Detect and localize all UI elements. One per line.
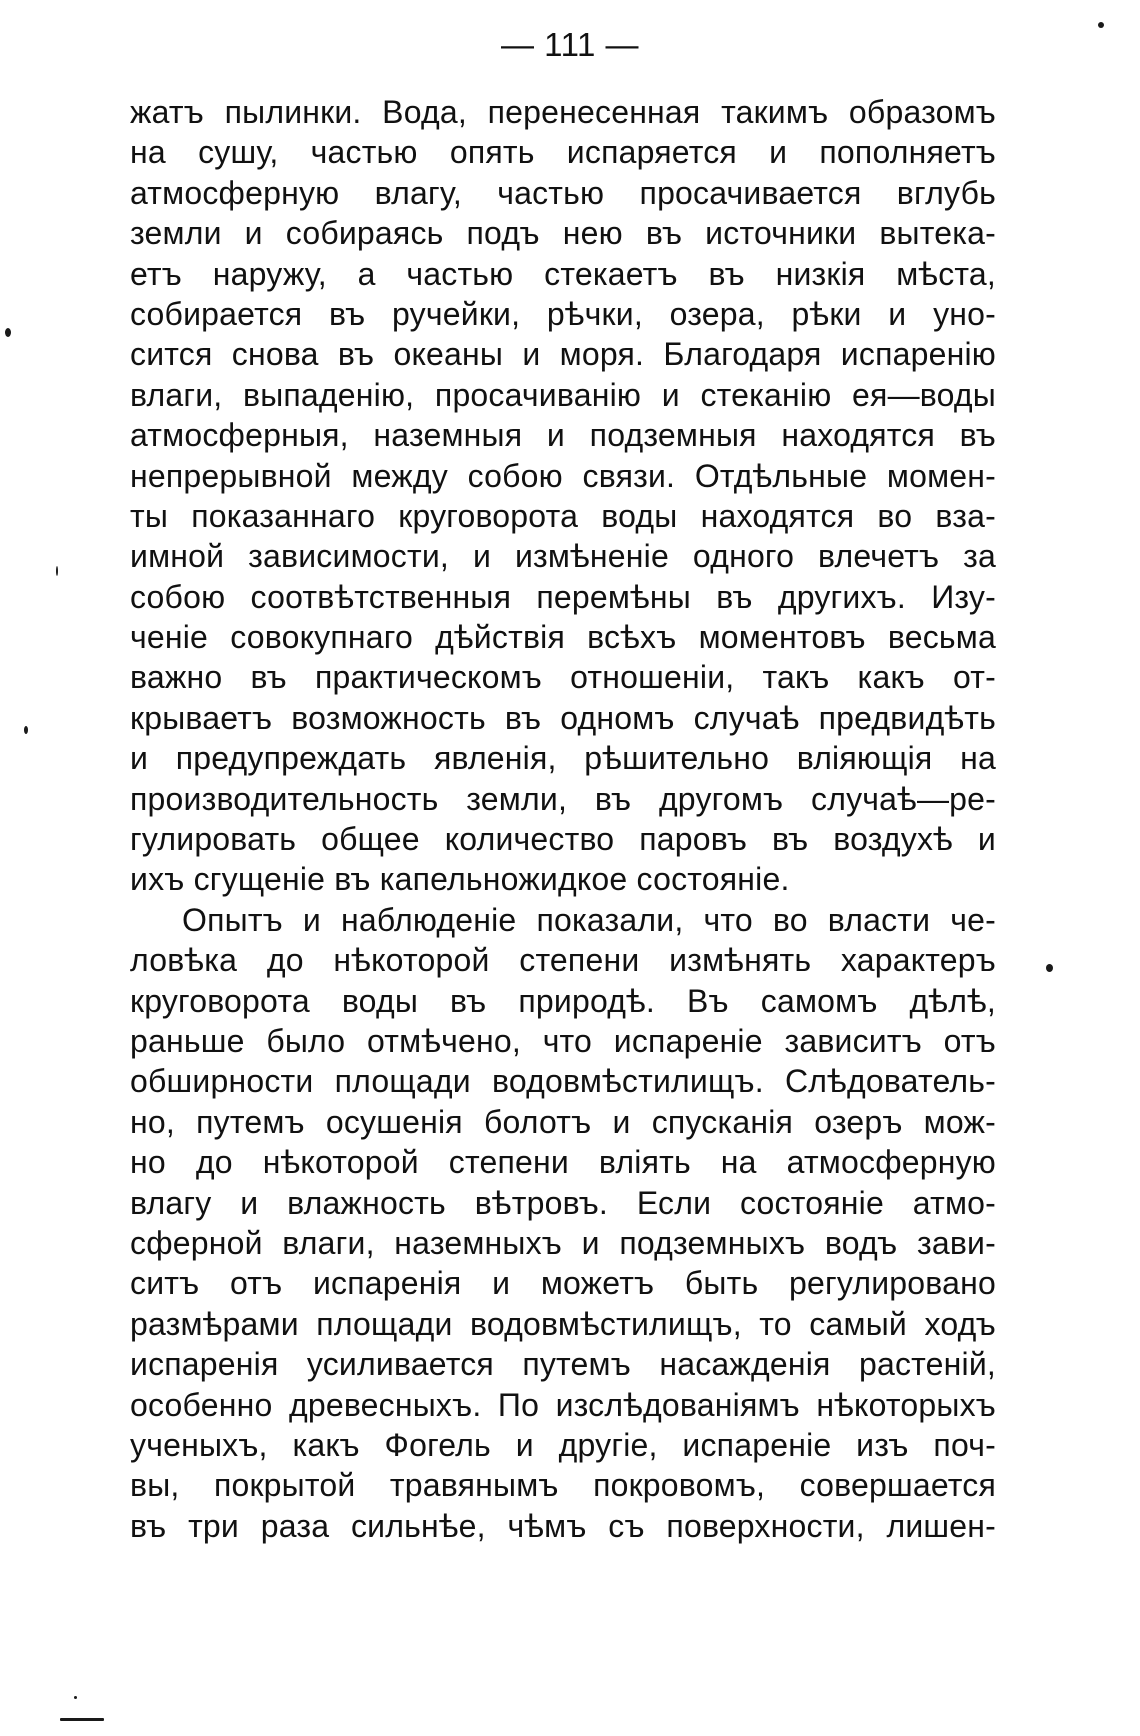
text-line: непрерывной между собою связи. Отдѣльные момен-: [130, 457, 996, 494]
scan-speck: [74, 1696, 77, 1699]
text-line: ты показаннаго круговорота воды находятся во вза-: [130, 497, 996, 534]
scan-speck: [56, 566, 58, 576]
text-line: испаренія усиливается путемъ насажденія растеній,: [130, 1346, 996, 1383]
text-line: на сушу, частью опять испаряется и пополняетъ: [130, 134, 996, 171]
text-line: атмосферныя, наземныя и подземныя находятся въ: [130, 417, 996, 454]
text-line: вы, покрытой травянымъ покровомъ, совершается: [130, 1467, 996, 1504]
text-line: собою соотвѣтственныя перемѣны въ другихъ. Изу-: [130, 578, 996, 615]
text-line: обширности площади водовмѣстилищъ. Слѣдователь-: [130, 1063, 996, 1100]
text-line: имной зависимости, и измѣненіе одного влечетъ за: [130, 538, 996, 575]
text-line: сится снова въ океаны и моря. Благодаря испаренію: [130, 336, 996, 373]
text-line: размѣрами площади водовмѣстилищъ, то самый ходъ: [130, 1305, 996, 1342]
text-line: раньше было отмѣчено, что испареніе зависитъ отъ: [130, 1022, 996, 1059]
text-line-paragraph-end: ихъ сгущеніе въ капельножидкое состояніе.: [130, 861, 790, 898]
text-line-paragraph-start: Опытъ и наблюденіе показали, что во власти че-: [182, 901, 996, 938]
text-line: но, путемъ осушенія болотъ и спусканія озеръ мож-: [130, 1103, 996, 1140]
text-line: производительность земли, въ другомъ случаѣ—ре-: [130, 780, 996, 817]
text-line: земли и собираясь подъ нею въ источники вытека-: [130, 215, 996, 252]
text-line: ченіе совокупнаго дѣйствія всѣхъ моментовъ весьма: [130, 619, 996, 656]
scan-speck: [1098, 22, 1104, 28]
text-line: важно въ практическомъ отношеніи, такъ какъ от-: [130, 659, 996, 696]
text-line: и предупреждать явленія, рѣшительно вліяющія на: [130, 740, 996, 777]
scan-speck: [1046, 964, 1053, 972]
text-line: атмосферную влагу, частью просачивается вглубь: [130, 174, 996, 211]
text-line: гулировать общее количество паровъ въ воздухѣ и: [130, 821, 996, 858]
text-line: влагу и влажность вѣтровъ. Если состояніе атмо-: [130, 1184, 996, 1221]
text-line: собирается въ ручейки, рѣчки, озера, рѣки и уно-: [130, 295, 996, 332]
scan-speck: [60, 1718, 104, 1721]
text-line: особенно древесныхъ. По изслѣдованіямъ нѣкоторыхъ: [130, 1386, 996, 1423]
page-body-text: [130, 92, 996, 1546]
text-line: влаги, выпаденію, просачиванію и стеканію ея—воды: [130, 376, 996, 413]
text-line: круговорота воды въ природѣ. Въ самомъ дѣлѣ,: [130, 982, 996, 1019]
scan-speck: [5, 328, 11, 337]
text-line: крываетъ возможность въ одномъ случаѣ предвидѣть: [130, 699, 996, 736]
text-line: етъ наружу, а частью стекаетъ въ низкія мѣста,: [130, 255, 996, 292]
text-line: ситъ отъ испаренія и можетъ быть регулировано: [130, 1265, 996, 1302]
text-line: ученыхъ, какъ Фогель и другіе, испареніе изъ поч-: [130, 1426, 996, 1463]
text-line: жатъ пылинки. Вода, перенесенная такимъ образомъ: [130, 94, 996, 130]
text-line: ловѣка до нѣкоторой степени измѣнять характеръ: [130, 942, 996, 979]
scan-speck: [24, 726, 28, 734]
text-line: но до нѣкоторой степени вліять на атмосферную: [130, 1144, 996, 1181]
text-line: въ три раза сильнѣе, чѣмъ съ поверхности, лишен-: [130, 1507, 996, 1544]
page-number: — 111 —: [501, 26, 639, 63]
text-line: сферной влаги, наземныхъ и подземныхъ водъ зави-: [130, 1224, 996, 1261]
